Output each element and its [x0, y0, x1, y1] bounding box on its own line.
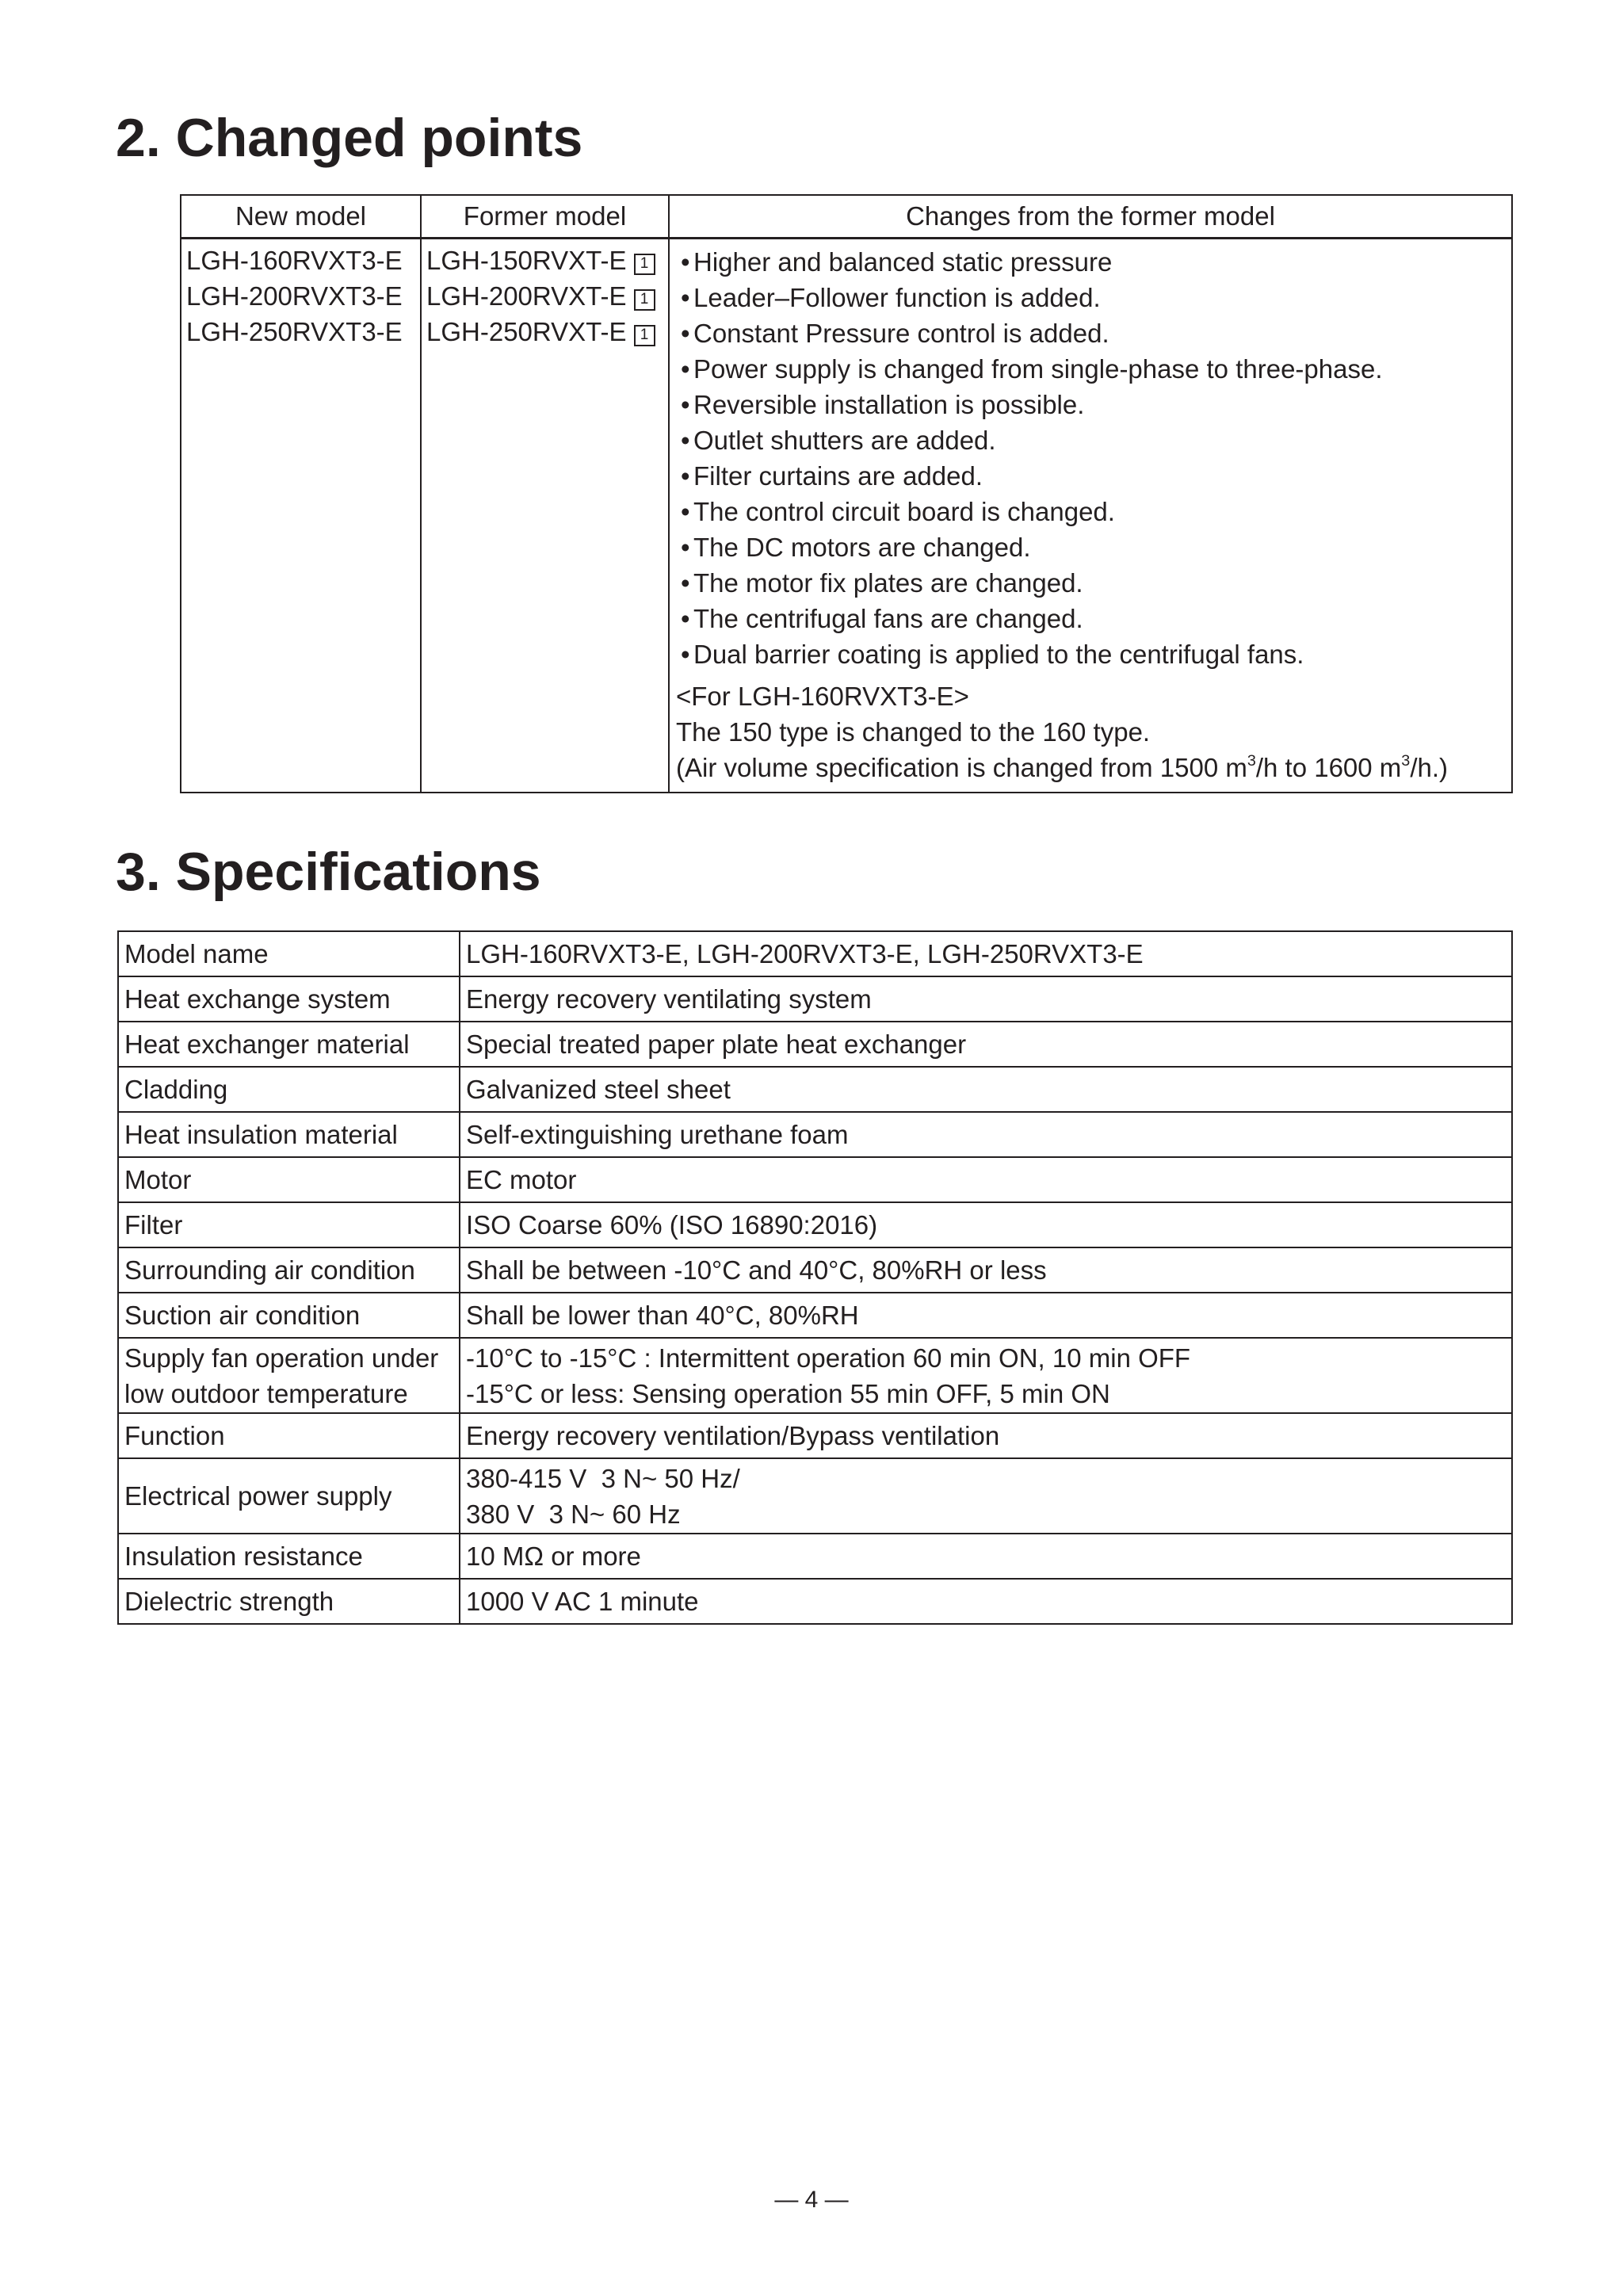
new-model-item: LGH-200RVXT3-E: [186, 281, 403, 311]
table-row: [118, 1022, 1512, 1067]
list-item: • Leader–Follower function is added.: [670, 280, 1511, 315]
spec-value: Shall be lower than 40°C, 80%RH: [460, 1293, 1512, 1338]
list-item: • Reversible installation is possible.: [670, 387, 1511, 422]
spec-value: 1000 V AC 1 minute: [460, 1579, 1512, 1624]
former-model-name: LGH-250RVXT-E: [426, 317, 627, 346]
table-header-row: [181, 195, 1512, 239]
spec-label: Electrical power supply: [118, 1458, 460, 1534]
spec-value: Shall be between -10°C and 40°C, 80%RH or less: [460, 1247, 1512, 1293]
spec-value: ISO Coarse 60% (ISO 16890:2016): [460, 1202, 1512, 1247]
spec-value: Energy recovery ventilation/Bypass ventilation: [460, 1413, 1512, 1458]
spec-label: Heat insulation material: [118, 1112, 460, 1157]
spec-label: Surrounding air condition: [118, 1247, 460, 1293]
new-model-item: LGH-250RVXT3-E: [186, 317, 403, 346]
list-item: • The DC motors are changed.: [670, 529, 1511, 565]
new-model-cell: [181, 239, 421, 793]
changes-list: [670, 239, 1511, 672]
table-row: [118, 1413, 1512, 1458]
table-row: [118, 1067, 1512, 1112]
list-item: • Outlet shutters are added.: [670, 422, 1511, 458]
list-item: • The motor fix plates are changed.: [670, 565, 1511, 601]
former-model-item: [422, 315, 668, 350]
spec-label: Heat exchanger material: [118, 1022, 460, 1067]
spec-value: Energy recovery ventilating system: [460, 976, 1512, 1022]
header-new-model: New model: [181, 195, 421, 239]
model-note: [670, 672, 1511, 792]
table-row: [118, 1202, 1512, 1247]
section-title-changed-points: 2. Changed points: [116, 108, 583, 168]
spec-value: LGH-160RVXT3-E, LGH-200RVXT3-E, LGH-250RVXT3-E: [460, 931, 1512, 976]
changes-cell: [669, 239, 1512, 793]
spec-label: Filter: [118, 1202, 460, 1247]
table-row: [118, 1338, 1512, 1413]
spec-label: Function: [118, 1413, 460, 1458]
table-row: [118, 1579, 1512, 1624]
former-model-item: [422, 243, 668, 279]
header-changes: Changes from the former model: [669, 195, 1512, 239]
spec-label: Suction air condition: [118, 1293, 460, 1338]
list-item: • Power supply is changed from single-phase to three-phase.: [670, 351, 1511, 387]
boxed-note-mark: 1: [634, 254, 655, 275]
section-title-specifications: 3. Specifications: [116, 842, 541, 902]
changed-points-table: [180, 194, 1513, 793]
page-number: — 4 —: [774, 2187, 849, 2213]
spec-value: 10 MΩ or more: [460, 1534, 1512, 1579]
former-model-cell: [421, 239, 669, 793]
spec-value: EC motor: [460, 1157, 1512, 1202]
table-row: [118, 931, 1512, 976]
boxed-note-mark: 1: [634, 289, 655, 311]
spec-label: Insulation resistance: [118, 1534, 460, 1579]
spec-value: Self-extinguishing urethane foam: [460, 1112, 1512, 1157]
header-former-model: Former model: [421, 195, 669, 239]
list-item: • The centrifugal fans are changed.: [670, 601, 1511, 636]
note-line: (Air volume specification is changed from 1500 $m^3/h$ to 1600 $m^3/h$.): [676, 752, 1448, 782]
list-item: • Higher and balanced static pressure: [670, 244, 1511, 280]
table-row: [118, 1534, 1512, 1579]
table-row: [181, 239, 1512, 793]
list-item: • The control circuit board is changed.: [670, 494, 1511, 529]
boxed-note-mark: 1: [634, 325, 655, 346]
spec-label: Motor: [118, 1157, 460, 1202]
former-model-item: [422, 279, 668, 315]
spec-value: -10°C to -15°C : Intermittent operation 60 min ON, 10 min OFF -15°C or less: Sensing operation 55 min OFF, 5 min ON: [460, 1338, 1512, 1413]
new-model-item: LGH-160RVXT3-E: [186, 246, 403, 275]
note-line: The 150 type is changed to the 160 type.: [676, 717, 1151, 747]
spec-value: Special treated paper plate heat exchanger: [460, 1022, 1512, 1067]
spec-label: Dielectric strength: [118, 1579, 460, 1624]
table-row: [118, 1112, 1512, 1157]
list-item: • Constant Pressure control is added.: [670, 315, 1511, 351]
spec-label: Heat exchange system: [118, 976, 460, 1022]
table-row: [118, 1293, 1512, 1338]
former-model-name: LGH-150RVXT-E: [426, 246, 627, 275]
table-row: [118, 1458, 1512, 1534]
specifications-table: [117, 930, 1513, 1625]
spec-label: Cladding: [118, 1067, 460, 1112]
list-item: • Dual barrier coating is applied to the centrifugal fans.: [670, 636, 1511, 672]
former-model-name: LGH-200RVXT-E: [426, 281, 627, 311]
table-row: [118, 976, 1512, 1022]
spec-label: Model name: [118, 931, 460, 976]
spec-label: Supply fan operation under low outdoor temperature: [118, 1338, 460, 1413]
spec-value: Galvanized steel sheet: [460, 1067, 1512, 1112]
table-row: [118, 1247, 1512, 1293]
table-row: [118, 1157, 1512, 1202]
list-item: • Filter curtains are added.: [670, 458, 1511, 494]
note-heading: <For LGH-160RVXT3-E>: [676, 682, 969, 711]
spec-value: 380-415 V 3 N~ 50 Hz/ 380 V 3 N~ 60 Hz: [460, 1458, 1512, 1534]
